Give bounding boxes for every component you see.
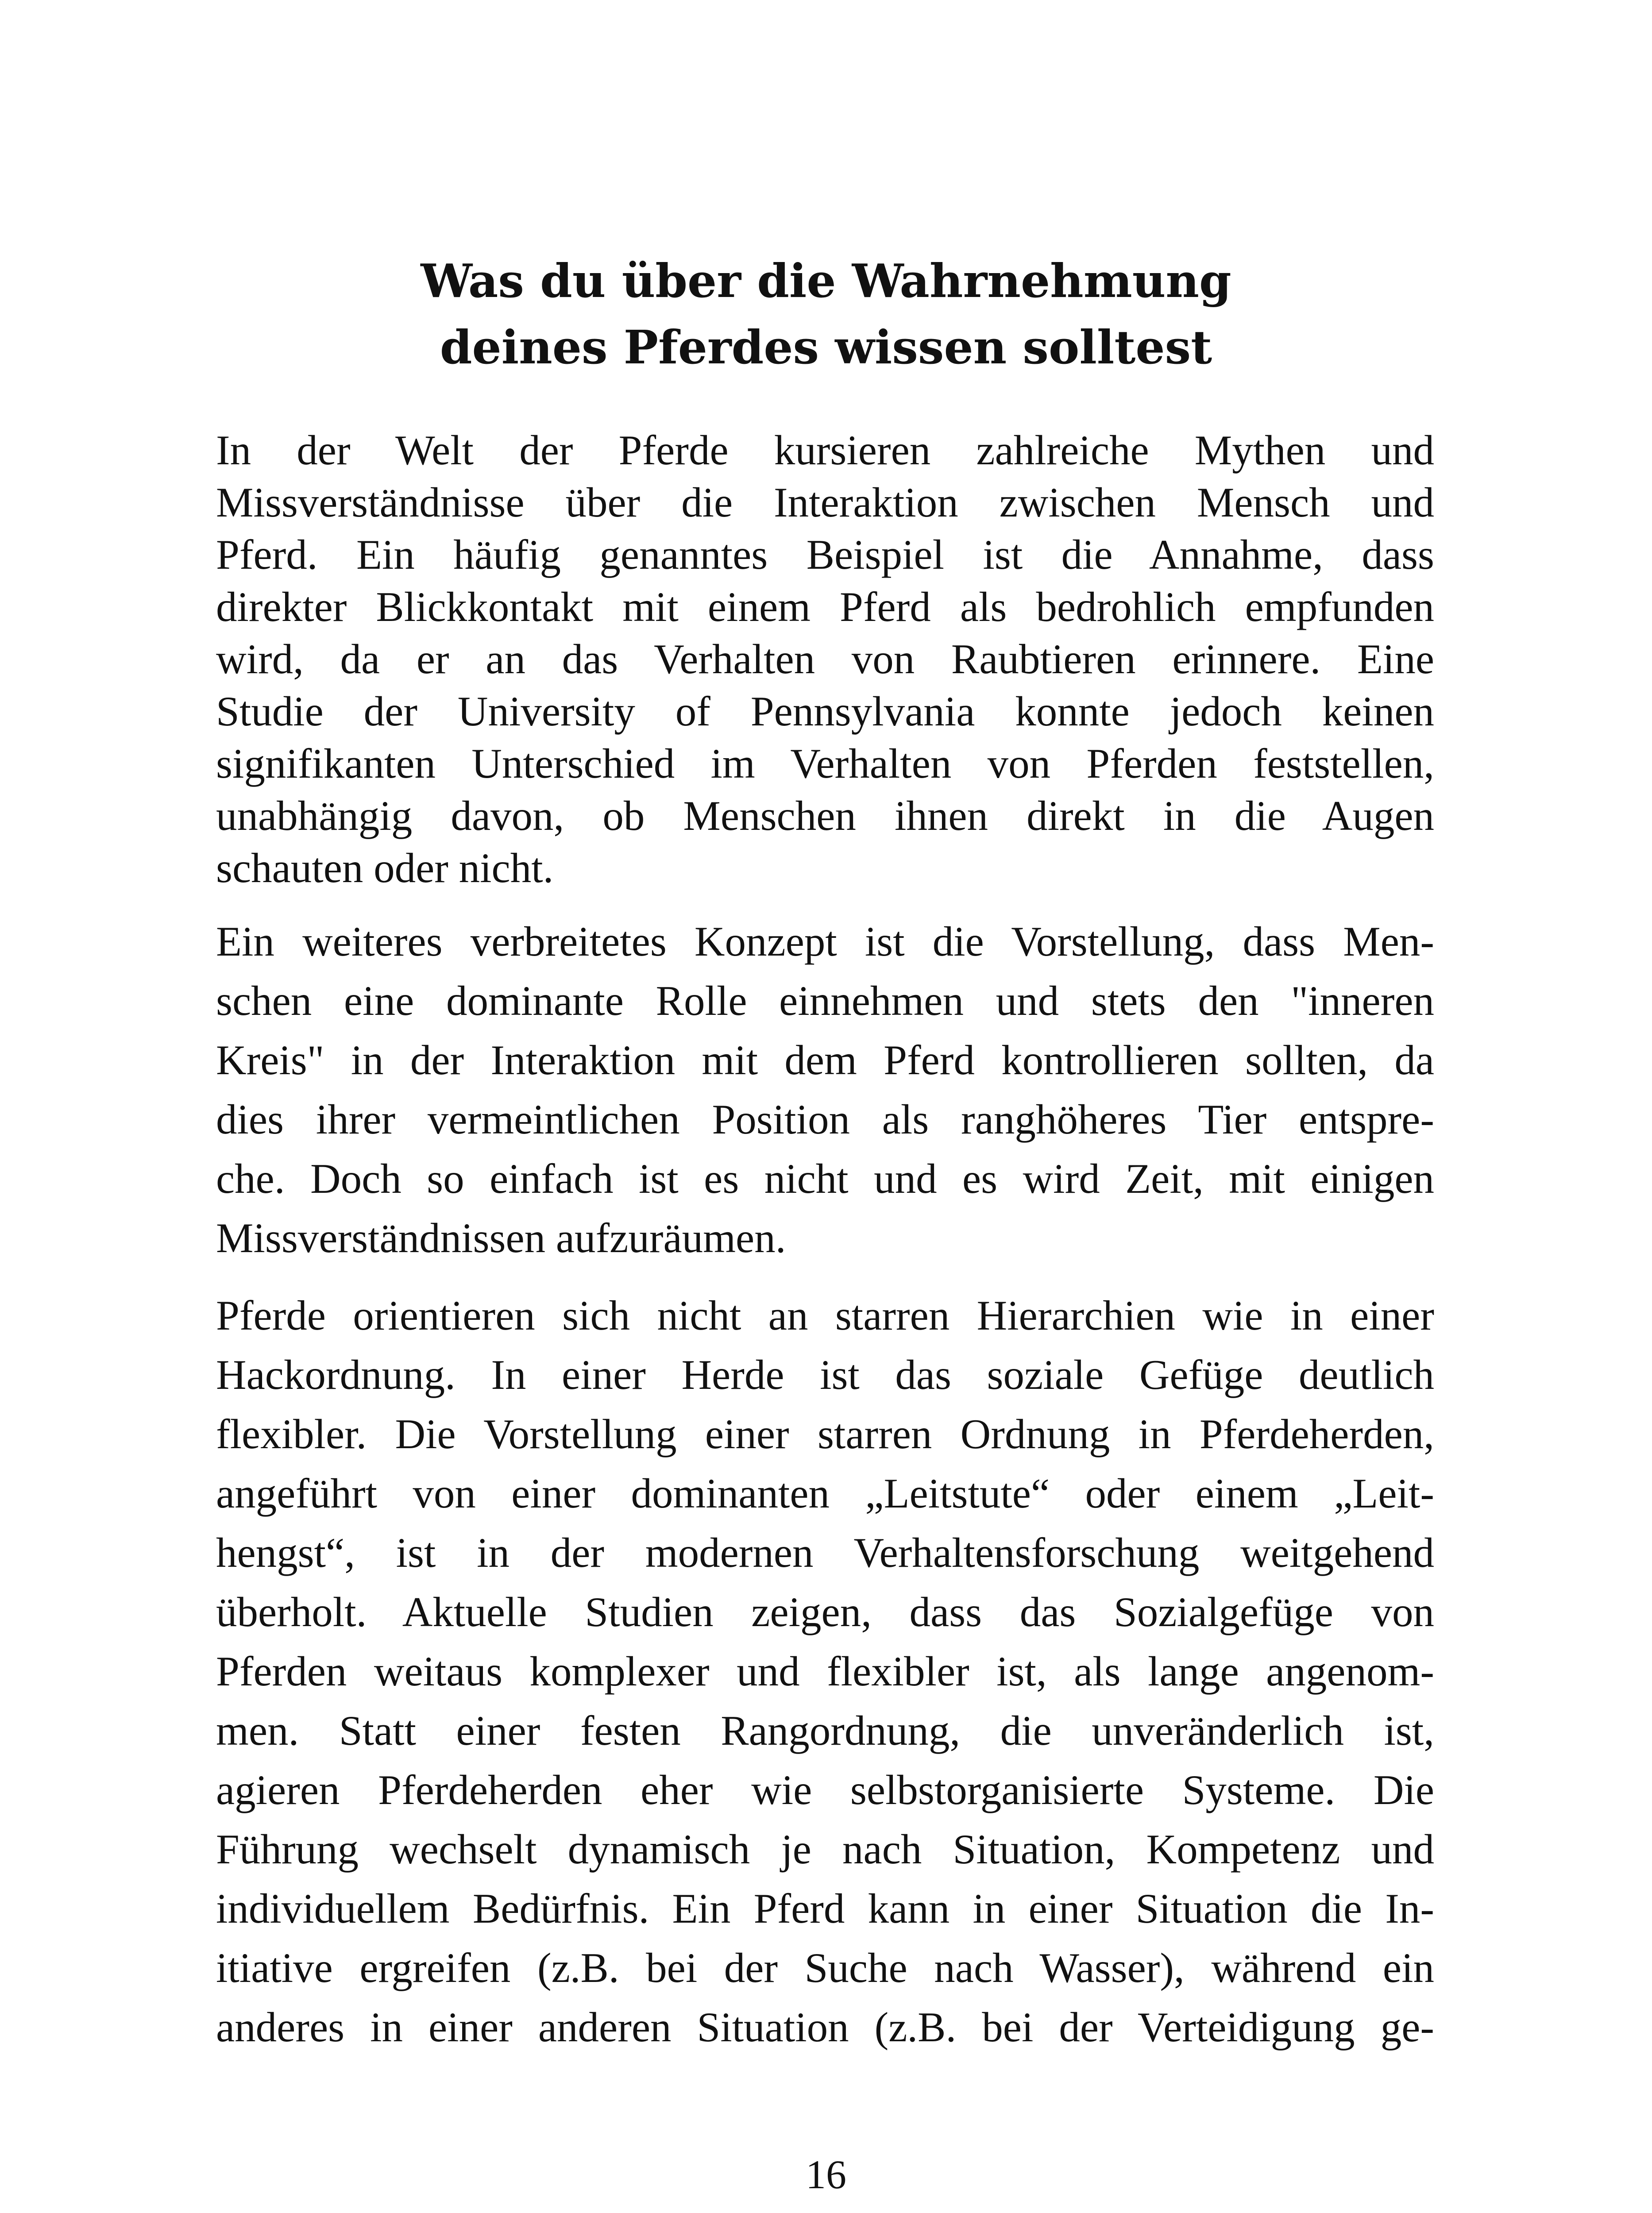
text-line: Kreis" in der Interaktion mit dem Pferd kontrollieren sollten, da — [216, 1037, 1434, 1083]
chapter-title — [0, 248, 1652, 381]
text-line: anderes in einer anderen Situation (z.B. bei der Verteidigung ge- — [216, 2004, 1434, 2051]
text-line: flexibler. Die Vorstellung einer starren Ordnung in Pferdeherden, — [216, 1411, 1434, 1457]
text-line: unabhängig davon, ob Menschen ihnen direkt in die Augen — [216, 792, 1434, 839]
text-line: schen eine dominante Rolle einnehmen und stets den "inneren — [216, 977, 1434, 1024]
text-line: men. Statt einer festen Rangordnung, die unveränderlich ist, — [216, 1707, 1434, 1754]
text-line: hengst“, ist in der modernen Verhaltensforschung weitgehend — [216, 1529, 1434, 1576]
text-line: direkter Blickkontakt mit einem Pferd als bedrohlich empfunden — [216, 583, 1434, 630]
page-number: 16 — [806, 2152, 846, 2197]
text-line: Ein weiteres verbreitetes Konzept ist die Vorstellung, dass Men- — [216, 918, 1434, 965]
text-line: dies ihrer vermeintlichen Position als ranghöheres Tier entspre- — [216, 1096, 1434, 1143]
text-line: Hackordnung. In einer Herde ist das soziale Gefüge deutlich — [216, 1351, 1434, 1398]
paragraph-1 — [216, 424, 1434, 894]
text-line: angeführt von einer dominanten „Leitstute“ oder einem „Leit- — [216, 1470, 1434, 1517]
paragraph-3 — [216, 1286, 1434, 2057]
chapter-title-line: Was du über die Wahrnehmung — [421, 254, 1231, 308]
text-line: überholt. Aktuelle Studien zeigen, dass das Sozialgefüge von — [216, 1588, 1434, 1635]
text-line: che. Doch so einfach ist es nicht und es wird Zeit, mit einigen — [216, 1155, 1434, 1202]
text-line: In der Welt der Pferde kursieren zahlreiche Mythen und — [216, 427, 1434, 474]
text-line: wird, da er an das Verhalten von Raubtieren erinnere. Eine — [216, 636, 1434, 682]
paragraph-2 — [216, 912, 1434, 1268]
text-line: individuellem Bedürfnis. Ein Pferd kann in einer Situation die In- — [216, 1885, 1434, 1932]
text-line: Missverständnisse über die Interaktion zwischen Mensch und — [216, 479, 1434, 526]
text-line: Pferde orientieren sich nicht an starren Hierarchien wie in einer — [216, 1292, 1434, 1339]
chapter-title-line: deines Pferdes wissen solltest — [440, 320, 1212, 374]
text-line: Studie der University of Pennsylvania konnte jedoch keinen — [216, 688, 1434, 735]
text-line: signifikanten Unterschied im Verhalten von Pferden feststellen, — [216, 740, 1434, 787]
text-line: itiative ergreifen (z.B. bei der Suche nach Wasser), während ein — [216, 1944, 1434, 1991]
text-line: Pferden weitaus komplexer und flexibler ist, als lange angenom- — [216, 1648, 1434, 1695]
text-line: Pferd. Ein häufig genanntes Beispiel ist die Annahme, dass — [216, 531, 1434, 578]
text-line: Missverständnissen aufzuräumen. — [216, 1214, 786, 1261]
text-line: agieren Pferdeherden eher wie selbstorganisierte Systeme. Die — [216, 1766, 1434, 1813]
text-line: schauten oder nicht. — [216, 844, 554, 891]
text-line: Führung wechselt dynamisch je nach Situation, Kompetenz und — [216, 1826, 1434, 1873]
